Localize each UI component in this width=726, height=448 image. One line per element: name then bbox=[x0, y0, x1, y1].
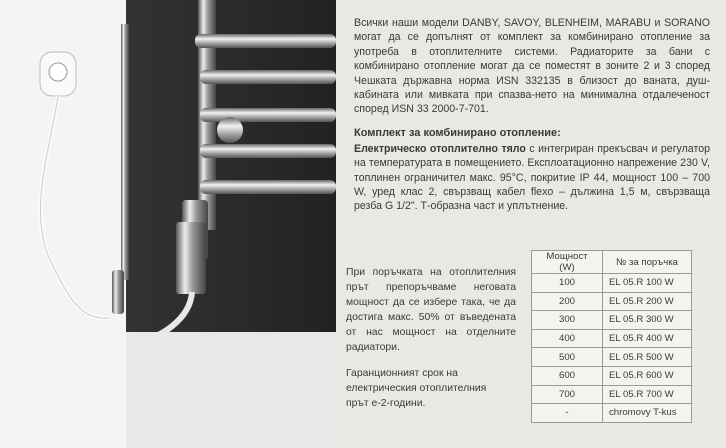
table-row bbox=[532, 329, 692, 348]
order-number-cell: EL 05.R 400 W bbox=[603, 329, 692, 348]
power-cell: 100 bbox=[532, 274, 603, 293]
order-number-cell: EL 05.R 500 W bbox=[603, 348, 692, 367]
power-cell: 500 bbox=[532, 348, 603, 367]
power-cell: 700 bbox=[532, 385, 603, 404]
order-number-cell: chromovy T-kus bbox=[603, 404, 692, 423]
table-row bbox=[532, 385, 692, 404]
kit-lead: Електрическо отоплително тяло bbox=[354, 142, 526, 155]
order-note: При поръчката на отоплителния прът препоръчваме неговата мощност да се избере така, че да достига макс. 50% от въведената от нас мощност на отделните радиатори. bbox=[346, 267, 516, 354]
description-column bbox=[354, 16, 710, 214]
warranty-note: Гаранционният срок на електрическия отоплителния прът е-2-години. bbox=[346, 368, 487, 410]
power-cell: 400 bbox=[532, 329, 603, 348]
table-row bbox=[532, 274, 692, 293]
order-number-cell: EL 05.R 100 W bbox=[603, 274, 692, 293]
table-header-row bbox=[532, 251, 692, 274]
product-photo bbox=[0, 0, 336, 448]
power-cell: - bbox=[532, 404, 603, 423]
kit-heading: Комплект за комбинирано отопление: bbox=[354, 126, 561, 139]
table-row bbox=[532, 366, 692, 385]
kit-body: с интегриран прекъсвач и регулатор на температурата в помещението. Експлоатационно напрежение 230 V, топлинен ограничител макс. 95°С, покритие IP 44, мощност 100 – 700 W, уред клас 2, свързващ кабел flexo – дължина 1,5 м, свързваща резба G 1/2". Т-образна част и уплътнение. bbox=[354, 142, 710, 213]
power-order-table bbox=[531, 250, 692, 423]
header-power: Мощност (W) bbox=[532, 251, 603, 274]
power-cell: 600 bbox=[532, 366, 603, 385]
table-row bbox=[532, 404, 692, 423]
table-row bbox=[532, 292, 692, 311]
table-row bbox=[532, 311, 692, 330]
order-number-cell: EL 05.R 700 W bbox=[603, 385, 692, 404]
order-number-cell: EL 05.R 300 W bbox=[603, 311, 692, 330]
intro-paragraph: Всички наши модели DANBY, SAVOY, BLENHEIM, MARABU и SORANO могат да се допълнят от комплект за комбинирано отопление за употреба в отоплителните системи. Радиаторите за бани с комбинирано отопление могат да се поместят в зоните 2 и 3 според Чешката държавна норма ИSN 332135 в близост до ваната, душ-кабината или мивката при спазва-нето на минимална отдалеченост според ИSN 33 2000-7-701. bbox=[354, 17, 710, 116]
kit-description bbox=[354, 142, 710, 214]
power-cell: 200 bbox=[532, 292, 603, 311]
table-row bbox=[532, 348, 692, 367]
header-order-number: № за поръчка bbox=[603, 251, 692, 274]
order-number-cell: EL 05.R 200 W bbox=[603, 292, 692, 311]
power-cell: 300 bbox=[532, 311, 603, 330]
order-number-cell: EL 05.R 600 W bbox=[603, 366, 692, 385]
